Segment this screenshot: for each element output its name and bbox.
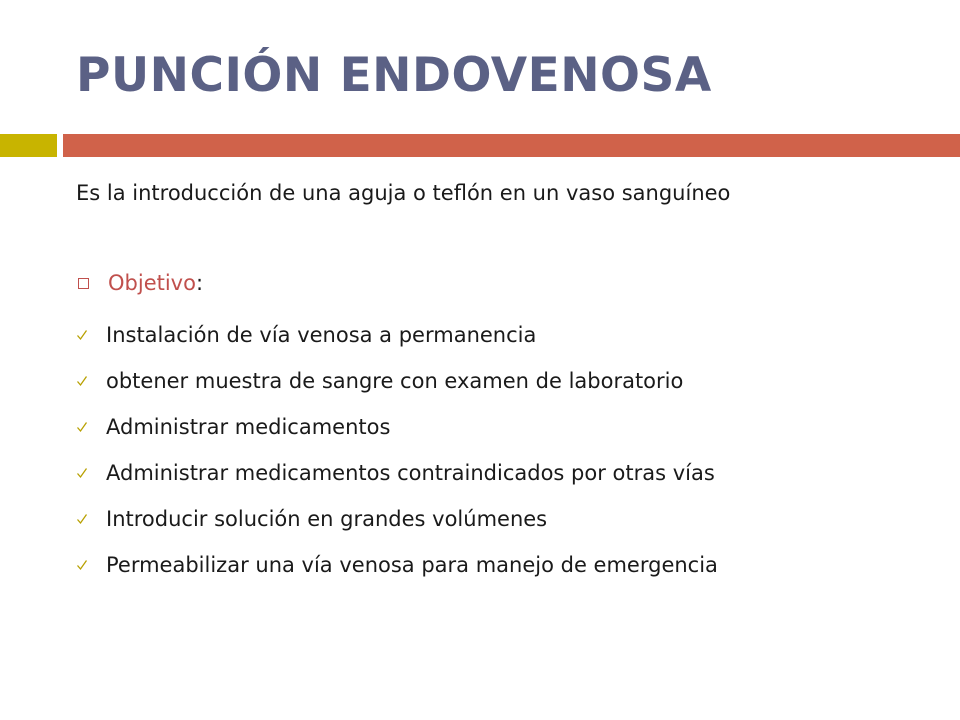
checkmark-icon xyxy=(76,513,106,525)
list-item-text: Administrar medicamentos contraindicados por otras vías xyxy=(106,461,715,485)
slide-title: PUNCIÓN ENDOVENOSA xyxy=(76,48,712,103)
checkmark-icon xyxy=(76,467,106,479)
checkmark-icon xyxy=(76,559,106,571)
objective-colon: : xyxy=(195,271,204,295)
accent-bar-right xyxy=(63,134,960,157)
objective-label: Objetivo xyxy=(108,271,196,295)
list-item xyxy=(76,358,718,404)
list-item-text: obtener muestra de sangre con examen de laboratorio xyxy=(106,369,684,393)
intro-text: Es la introducción de una aguja o teflón en un vaso sanguíneo xyxy=(76,181,731,205)
list-item-text: Introducir solución en grandes volúmenes xyxy=(106,507,548,531)
list-item xyxy=(76,496,718,542)
square-bullet-icon xyxy=(78,278,89,289)
list-item-text: Permeabilizar una vía venosa para manejo de emergencia xyxy=(106,553,718,577)
list-item-text: Instalación de vía venosa a permanencia xyxy=(106,323,537,347)
accent-bar-left xyxy=(0,134,57,157)
list-item xyxy=(76,542,718,588)
objective-list xyxy=(76,312,718,588)
checkmark-icon xyxy=(76,421,106,433)
list-item xyxy=(76,312,718,358)
checkmark-icon xyxy=(76,329,106,341)
objective-heading xyxy=(76,268,203,298)
checkmark-icon xyxy=(76,375,106,387)
list-item xyxy=(76,450,718,496)
list-item-text: Administrar medicamentos xyxy=(106,415,391,439)
list-item xyxy=(76,404,718,450)
